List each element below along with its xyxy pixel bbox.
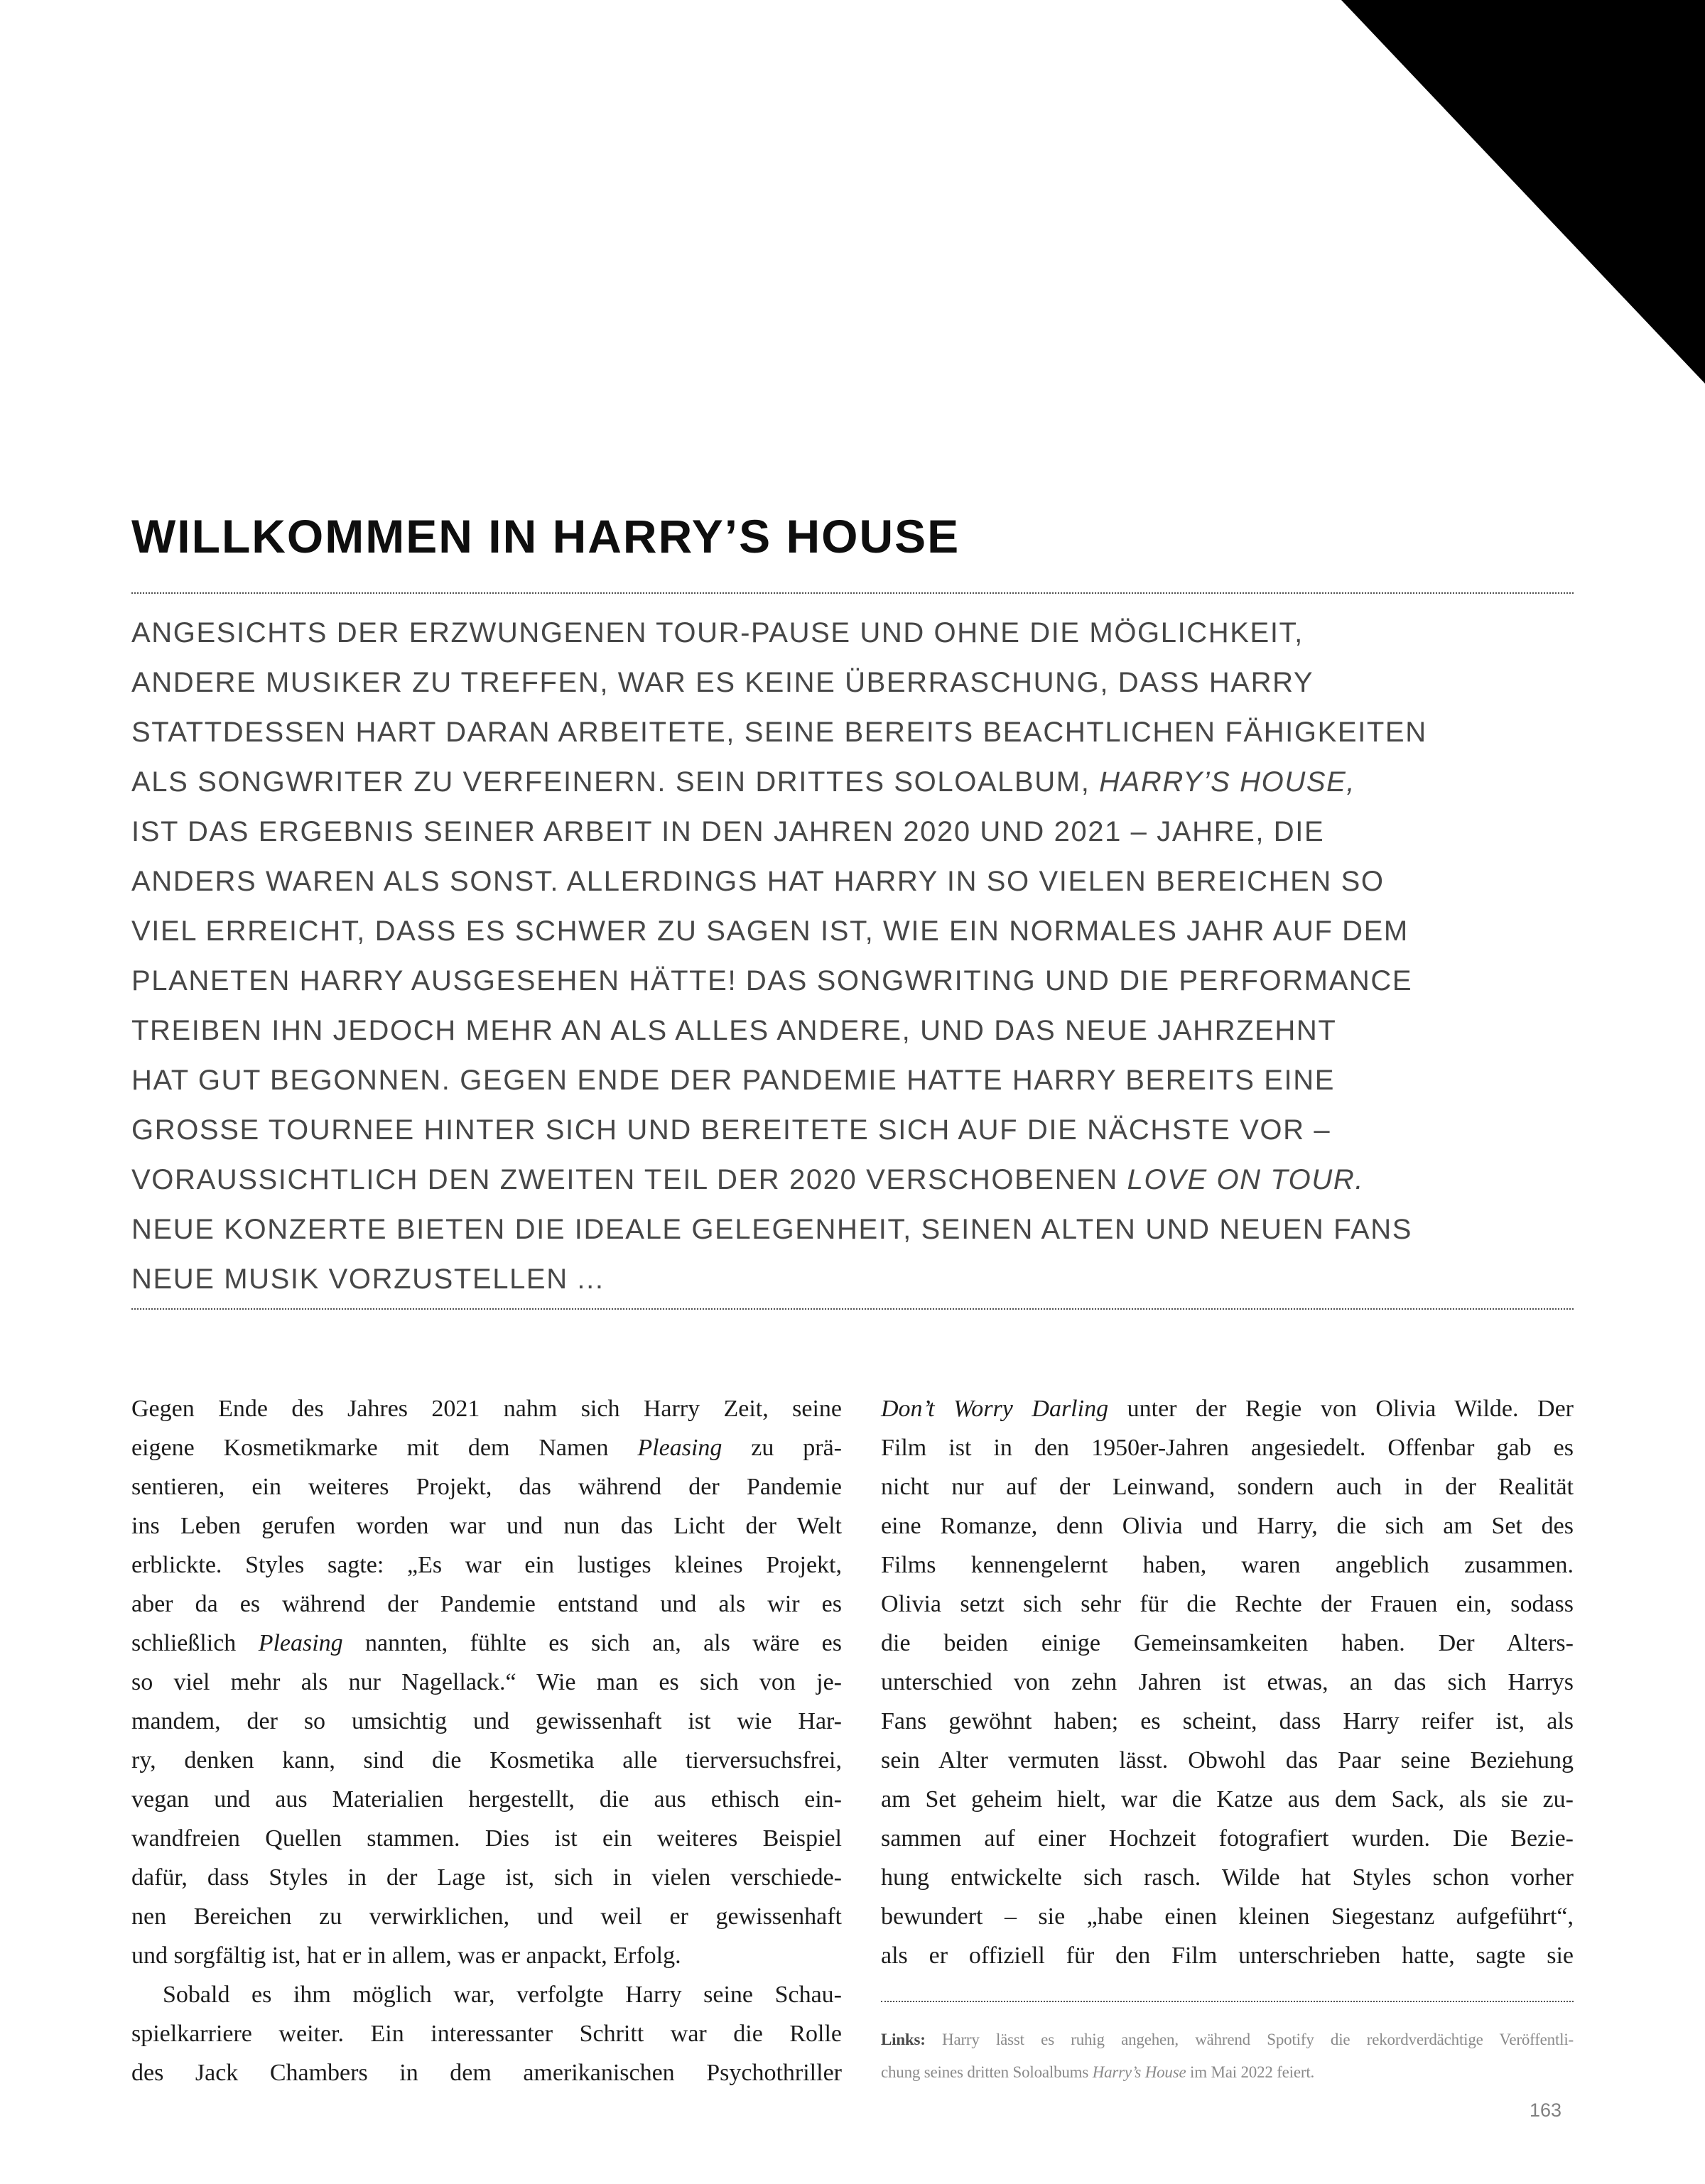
- text-line: Fans gewöhnt haben; es scheint, dass Harry reifer ist, als: [881, 1708, 1574, 1735]
- text-line: nicht nur auf der Leinwand, sondern auch in der Realität: [881, 1474, 1574, 1501]
- text-line: mandem, der so umsichtig und gewissenhaft ist wie Har-: [131, 1708, 842, 1735]
- text-line: ANDERE MUSIKER ZU TREFFEN, WAR ES KEINE ÜBERRASCHUNG, DASS HARRY: [131, 667, 1314, 699]
- text-line: chung seines dritten Soloalbums Harry’s House im Mai 2022 feiert.: [881, 2063, 1315, 2082]
- text-line: unterschied von zehn Jahren ist etwas, an das sich Harrys: [881, 1669, 1574, 1696]
- page-number: 163: [1529, 2099, 1561, 2121]
- text-line: NEUE KONZERTE BIETEN DIE IDEALE GELEGENHEIT, SEINEN ALTEN UND NEUEN FANS: [131, 1214, 1412, 1246]
- text-line: ry, denken kann, sind die Kosmetika alle tierversuchsfrei,: [131, 1747, 842, 1774]
- text-line: die beiden einige Gemeinsamkeiten haben. Der Alters-: [881, 1630, 1574, 1657]
- body-column-right: [881, 1389, 1574, 2092]
- text-line: hung entwickelte sich rasch. Wilde hat Styles schon vorher: [881, 1864, 1574, 1891]
- text-line: ALS SONGWRITER ZU VERFEINERN. SEIN DRITTES SOLOALBUM, HARRY’S HOUSE,: [131, 766, 1356, 798]
- text-line: GROSSE TOURNEE HINTER SICH UND BEREITETE SICH AUF DIE NÄCHSTE VOR –: [131, 1114, 1331, 1146]
- text-line: erblickte. Styles sagte: „Es war ein lustiges kleines Projekt,: [131, 1552, 842, 1579]
- dotted-divider-middle: [131, 1308, 1574, 1310]
- text-line: Film ist in den 1950er-Jahren angesiedelt. Offenbar gab es: [881, 1435, 1574, 1462]
- text-line: eigene Kosmetikmarke mit dem Namen Pleasing zu prä-: [131, 1435, 842, 1462]
- text-line: Gegen Ende des Jahres 2021 nahm sich Harry Zeit, seine: [131, 1396, 842, 1423]
- body-column-right-text: [881, 1389, 1574, 1975]
- text-line: des Jack Chambers in dem amerikanischen Psychothriller: [131, 2060, 842, 2087]
- text-line: VIEL ERREICHT, DASS ES SCHWER ZU SAGEN IST, WIE EIN NORMALES JAHR AUF DEM: [131, 916, 1409, 947]
- article: [131, 0, 1574, 2092]
- text-line: ins Leben gerufen worden war und nun das Licht der Welt: [131, 1513, 842, 1540]
- text-line: wandfreien Quellen stammen. Dies ist ein weiteres Beispiel: [131, 1825, 842, 1852]
- text-line: ANGESICHTS DER ERZWUNGENEN TOUR-PAUSE UND OHNE DIE MÖGLICHKEIT,: [131, 617, 1304, 649]
- text-line: als er offiziell für den Film unterschrieben hatte, sagte sie: [881, 1943, 1574, 1970]
- text-line: ANDERS WAREN ALS SONST. ALLERDINGS HAT HARRY IN SO VIELEN BEREICHEN SO: [131, 866, 1385, 898]
- text-line: nen Bereichen zu verwirklichen, und weil er gewissenhaft: [131, 1903, 842, 1930]
- text-line: IST DAS ERGEBNIS SEINER ARBEIT IN DEN JAHREN 2020 UND 2021 – JAHRE, DIE: [131, 816, 1325, 848]
- page-title: WILLKOMMEN IN HARRY’S HOUSE: [131, 510, 960, 563]
- text-line: dafür, dass Styles in der Lage ist, sich in vielen verschiede-: [131, 1864, 842, 1891]
- text-line: schließlich Pleasing nannten, fühlte es sich an, als wäre es: [131, 1630, 843, 1657]
- text-line: so viel mehr als nur Nagellack.“ Wie man es sich von je-: [131, 1669, 842, 1696]
- text-line: NEUE MUSIK VORZUSTELLEN ...: [131, 1264, 605, 1295]
- text-line: Sobald es ihm möglich war, verfolgte Harry seine Schau-: [163, 1982, 842, 2009]
- text-line: aber da es während der Pandemie entstand und als wir es: [131, 1591, 842, 1618]
- text-line: TREIBEN IHN JEDOCH MEHR AN ALS ALLES ANDERE, UND DAS NEUE JAHRZEHNT: [131, 1015, 1337, 1047]
- text-line: STATTDESSEN HART DARAN ARBEITETE, SEINE BEREITS BEACHTLICHEN FÄHIGKEITEN: [131, 717, 1427, 749]
- text-line: Links: Harry lässt es ruhig angehen, während Spotify die rekordverdächtige Veröffentli-: [881, 2031, 1574, 2049]
- text-line: Films kennengelernt haben, waren angeblich zusammen.: [881, 1552, 1574, 1579]
- text-line: spielkarriere weiter. Ein interessanter Schritt war die Rolle: [131, 2021, 842, 2048]
- dotted-divider-top: [131, 592, 1574, 594]
- text-line: Olivia setzt sich sehr für die Rechte der Frauen ein, sodass: [881, 1591, 1574, 1618]
- text-line: am Set geheim hielt, war die Katze aus dem Sack, als sie zu-: [881, 1786, 1574, 1813]
- intro-paragraph: [131, 608, 1574, 1304]
- text-line: VORAUSSICHTLICH DEN ZWEITEN TEIL DER 2020 VERSCHOBENEN LOVE ON TOUR.: [131, 1164, 1365, 1196]
- text-line: Don’t Worry Darling unter der Regie von Olivia Wilde. Der: [881, 1396, 1574, 1423]
- text-line: und sorgfältig ist, hat er in allem, was er anpackt, Erfolg.: [131, 1943, 681, 1970]
- photo-caption: [881, 2023, 1574, 2089]
- text-line: bewundert – sie „habe einen kleinen Siegestanz aufgeführt“,: [881, 1903, 1574, 1930]
- text-line: sentieren, ein weiteres Projekt, das während der Pandemie: [131, 1474, 842, 1501]
- body-column-left: [131, 1389, 842, 2092]
- text-line: sammen auf einer Hochzeit fotografiert wurden. Die Bezie-: [881, 1825, 1574, 1852]
- body-columns: [131, 1389, 1574, 2092]
- text-line: PLANETEN HARRY AUSGESEHEN HÄTTE! DAS SONGWRITING UND DIE PERFORMANCE: [131, 965, 1413, 997]
- text-line: eine Romanze, denn Olivia und Harry, die sich am Set des: [881, 1513, 1574, 1540]
- dotted-divider-caption: [881, 2001, 1574, 2002]
- text-line: sein Alter vermuten lässt. Obwohl das Paar seine Beziehung: [881, 1747, 1574, 1774]
- text-line: HAT GUT BEGONNEN. GEGEN ENDE DER PANDEMIE HATTE HARRY BEREITS EINE: [131, 1065, 1336, 1097]
- text-line: vegan und aus Materialien hergestellt, die aus ethisch ein-: [131, 1786, 842, 1813]
